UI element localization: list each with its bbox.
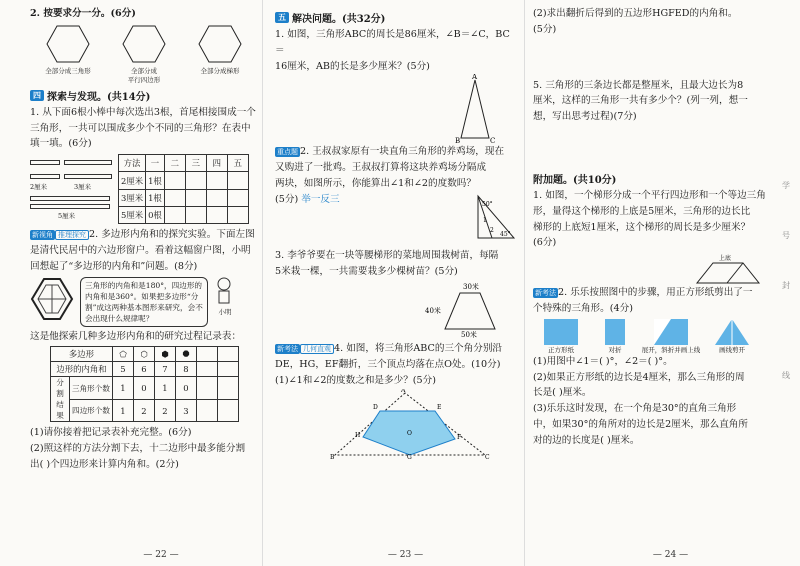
trap2-top: 上底	[719, 255, 732, 263]
unfold-icon	[654, 319, 688, 345]
table-row-label: 5厘米	[119, 206, 146, 223]
hexagon-icon: ⬡	[133, 347, 154, 362]
trapezoid-split-figure	[533, 251, 773, 285]
pentagon-icon: ⬠	[112, 347, 133, 362]
hexagon-row	[30, 24, 258, 84]
hex-label-2: 全部分成	[131, 66, 157, 75]
step-fold	[593, 319, 637, 354]
answer-space-1[interactable]	[533, 38, 772, 78]
table-cell: 0	[133, 377, 154, 400]
p23-q4-line1	[275, 341, 518, 357]
p23-q2-score: (5分)	[275, 193, 299, 205]
p23-q2-text1: 2. 王叔叔家原有一块直角三角形的养鸡场，现在	[300, 146, 505, 158]
step-label-2: 对折	[608, 345, 622, 354]
table-cell: 0	[175, 377, 196, 400]
p24-q4b-line2: (5分)	[533, 23, 557, 35]
p24-q4b-line1: (2)求出翻折后得到的五边形HGFED的内角和。	[533, 8, 738, 19]
p24-a2-3a: (3)乐乐这时发现，在一个角是30°的直角三角形	[533, 403, 737, 415]
answer-cell[interactable]	[185, 206, 206, 223]
answer-cell[interactable]	[206, 189, 227, 206]
p24-a2-3c: 对的边的长度是( )厘米。	[533, 434, 640, 446]
hexagon-2	[109, 24, 179, 84]
tag-new-view: 新视角	[32, 230, 53, 239]
p23-q1-line2: 16厘米，AB的长是多少厘米？(5分)	[275, 60, 430, 72]
fig-label-a: A	[401, 388, 406, 394]
p24-a1-line3: 梯形的上底短1厘米，这个梯形的周长是多少厘米？	[533, 221, 751, 233]
table-cell: 6	[133, 362, 154, 377]
p24-a2-line2: 个特殊的三角形。(4分)	[533, 302, 633, 314]
xiaoming-figure	[214, 277, 236, 327]
fig-label-c: C	[485, 453, 490, 459]
step-label-3: 展开，斜折并画上线	[641, 345, 701, 354]
trap-bottom: 50米	[461, 331, 477, 340]
table-cell: 1	[112, 399, 133, 422]
th-5: 五	[227, 155, 248, 172]
answer-cell[interactable]	[206, 206, 227, 223]
p23-q3-line2: 5米栽一棵，一共需要栽多少棵树苗？(5分)	[275, 265, 458, 277]
p24-a2-2a: (2)如果正方形纸的边长是4厘米，那么三角形的周	[533, 371, 745, 383]
sticks-table	[118, 154, 249, 224]
section-5-header	[275, 10, 518, 25]
t2-r3-label: 四边形个数	[70, 399, 113, 422]
p23-q1-line1: 1. 如图，三角形ABC的周长是86厘米，∠B＝∠C，BC＝	[275, 29, 510, 56]
section-5-title: 解决问题。(共32分)	[292, 14, 386, 25]
p24-a1-line4: (6分)	[533, 237, 557, 249]
label-c: C	[490, 137, 496, 145]
page-23	[262, 0, 524, 566]
trapezoid-figure	[275, 279, 515, 339]
p22-q2-line1	[30, 227, 258, 243]
p22-q2-line2: 是清代民居中的六边形窗户。看着这幅窗户图，小明	[30, 244, 251, 256]
page-number-22: — 22 —	[143, 550, 179, 560]
answer-cell[interactable]	[196, 362, 217, 377]
octagon-icon: ⯃	[175, 347, 196, 362]
trap-top: 30米	[463, 283, 479, 292]
trap-side: 40米	[425, 307, 441, 316]
fig-label-h: H	[355, 431, 361, 439]
section-5-number: 五	[275, 12, 289, 23]
p23-q2-line4	[275, 192, 340, 242]
folded-paper	[605, 319, 625, 345]
t2-r1-label: 边形的内角和	[51, 362, 113, 377]
tag-geometry: 几何直观	[300, 344, 334, 354]
table-cell: 8	[175, 362, 196, 377]
hexagon-3	[185, 24, 255, 84]
stick-label-3: 3厘米	[74, 183, 92, 192]
p24-a2-1: (1)用图中∠1＝( )°，∠2＝( )°。	[533, 355, 673, 367]
p24-a2-text1: 2. 乐乐按照图中的步骤，用正方形纸剪出了一	[558, 287, 753, 299]
p23-q2-line3: 两块，如图所示，你能算出∠1和∠2的度数吗？	[275, 177, 476, 189]
answer-space-2[interactable]	[533, 125, 772, 167]
p23-q4-line3: (1)∠1和∠2的度数之和是多少？(5分)	[275, 374, 436, 386]
hex-label-3: 全部分成梯形	[200, 66, 240, 75]
t2-split: 分割结果	[51, 377, 70, 422]
answer-cell[interactable]	[196, 377, 217, 400]
square-paper	[544, 319, 578, 345]
fig-label-b: B	[330, 453, 335, 459]
angle-45: 45°	[500, 230, 511, 238]
step-square	[533, 319, 589, 354]
p23-q4-line2: DE，HG，EF翻折，三个顶点均落在点O处。(10分)	[275, 359, 501, 371]
person-icon	[214, 277, 234, 307]
hex-label-2b: 平行四边形	[127, 75, 161, 84]
answer-cell[interactable]	[164, 172, 185, 189]
tag-reasoning: 推理探究	[55, 230, 89, 240]
p24-a2-3b: 中，如果30°的角所对的边长是2厘米，那么直角所	[533, 418, 748, 430]
step-label-1: 正方形纸	[548, 345, 574, 354]
table-row-label: 2厘米	[119, 172, 146, 189]
hex-window-image	[30, 277, 74, 321]
p23-q3-line1: 3. 李爷爷要在一块等腰梯形的菜地周围栽树苗，每隔	[275, 249, 499, 261]
table-cell: 7	[154, 362, 175, 377]
hex-label-1: 全部分成三角形	[45, 66, 91, 75]
answer-cell[interactable]	[227, 189, 248, 206]
section-4-title: 探索与发现。(共14分)	[47, 91, 151, 103]
record-text: 这是他探索几种多边形内角和的研究过程记录表：	[30, 330, 242, 342]
page-number-23: — 23 —	[387, 550, 424, 560]
table-cell: 2	[133, 399, 154, 422]
p22-q1-line1: 1. 从下面6根小棒中每次选出3根，首尾相接围成一个	[30, 106, 256, 118]
p23-q4-text1: 4. 如图，将三角形ABC的三个角分别沿	[334, 343, 503, 355]
p24-a2-2b: 长是( )厘米。	[533, 387, 592, 399]
answer-cell[interactable]	[227, 206, 248, 223]
label-b: B	[455, 137, 461, 145]
answer-cell[interactable]	[164, 189, 185, 206]
p22-q2-line3: 回想起了“多边形的内角和”问题。(8分)	[30, 260, 198, 272]
table-cell: 3	[175, 399, 196, 422]
tag-key: 重点题	[277, 147, 298, 156]
table-cell: 0根	[146, 206, 165, 223]
fig-label-e: E	[437, 403, 442, 411]
table-cell: 1	[112, 377, 133, 400]
p22-q2-b2: 出( )个四边形来计算内角和。(2分)	[30, 458, 179, 470]
stick-label-5: 5厘米	[58, 212, 76, 221]
p24-a2-line1	[533, 285, 772, 301]
t2-header: 多边形	[51, 347, 113, 362]
answer-cell[interactable]	[217, 377, 238, 400]
p24-q5-line2: 厘米，这样的三角形一共有多少个？(列一列，想一	[533, 95, 748, 107]
margin-mark-4: 线	[782, 371, 790, 380]
page-22	[0, 0, 262, 566]
table-cell: 1根	[146, 189, 165, 206]
margin-mark-2: 号	[782, 231, 790, 240]
stick-label-2: 2厘米	[30, 183, 48, 192]
tag-new-method-2: 新考法	[535, 288, 556, 297]
p22-q1-line3: 填一填。(6分)	[30, 138, 92, 150]
tag-new-method: 新考法	[277, 344, 298, 353]
window-and-bubble	[30, 277, 258, 327]
t2-r2-label: 三角形个数	[70, 377, 113, 400]
sticks-figure	[30, 154, 112, 224]
angle-50: 50°	[482, 200, 493, 208]
p24-q5-line3: 想，写出思考过程)(7分)	[533, 111, 637, 123]
table-row-label: 3厘米	[119, 189, 146, 206]
fig-label-o: O	[407, 429, 412, 437]
fig-label-d: D	[373, 403, 378, 411]
add-section-title: 附加题。(共10分)	[533, 174, 617, 186]
right-triangle-figure	[468, 192, 518, 242]
link-extra[interactable]: 举一反三	[301, 193, 340, 205]
p23-q2-line1	[275, 144, 518, 160]
th-1: 一	[146, 155, 165, 172]
answer-cell[interactable]	[206, 172, 227, 189]
p24-q5-line1: 5. 三角形的三条边长都是整厘米，且最大边长为8	[533, 79, 744, 91]
sticks-and-table	[30, 154, 258, 224]
p22-q2-title: 2. 按要求分一分。(6分)	[30, 8, 136, 19]
fig-label-g: G	[407, 453, 412, 459]
table-cell: 5	[112, 362, 133, 377]
answer-cell[interactable]	[217, 362, 238, 377]
answer-cell[interactable]	[196, 347, 217, 362]
p23-q2-line2: 又购进了一批鸡。王叔叔打算将这块养鸡场分隔成	[275, 162, 487, 174]
answer-cell[interactable]	[164, 206, 185, 223]
polygon-table	[50, 346, 239, 422]
fig-label-f: F	[457, 433, 462, 441]
step-label-4: 画线剪开	[719, 345, 745, 354]
th-2: 二	[164, 155, 185, 172]
p22-q2-a: (1)请你接着把记录表补充完整。(6分)	[30, 427, 192, 439]
answer-cell[interactable]	[196, 399, 217, 422]
step-cut	[705, 319, 759, 354]
step-unfold	[641, 319, 701, 354]
hexagon-1	[33, 24, 103, 84]
th-3: 三	[185, 155, 206, 172]
margin-mark-3: 封	[782, 281, 790, 290]
q2-answer-row	[275, 192, 518, 242]
person-name: 小明	[218, 307, 232, 316]
fold-triangle-figure	[275, 389, 515, 459]
label-a: A	[472, 74, 478, 82]
p22-q1-line2: 三角形，一共可以围成多少个不同的三角形？在表中	[30, 122, 251, 134]
section-4-header	[30, 88, 258, 103]
table-cell: 2	[154, 399, 175, 422]
p22-q2-text1: 2. 多边形内角和的探究实验。下面左图	[89, 229, 255, 241]
page-24	[524, 0, 800, 566]
fold-steps	[533, 319, 772, 354]
th-method: 方法	[119, 155, 146, 172]
p24-a1-line2: 形，量得这个梯形的上底是5厘米，三角形的边长比	[533, 205, 751, 217]
margin-mark-1: 学	[782, 181, 790, 190]
table-cell: 1根	[146, 172, 165, 189]
th-4: 四	[206, 155, 227, 172]
answer-cell[interactable]	[185, 172, 206, 189]
triangle-abc-figure	[275, 74, 515, 144]
section-4-number: 四	[30, 90, 44, 101]
p24-a1-line1: 1. 如图，一个梯形分成一个平行四边形和一个等边三角	[533, 189, 766, 201]
heptagon-icon: ⬢	[154, 347, 175, 362]
cut-triangle-icon	[715, 319, 749, 345]
answer-cell[interactable]	[217, 347, 238, 362]
thought-bubble: 三角形的内角和是180°，四边形的内角和是360°。如果把多边形“分割”成这两种基本图形来研究，会不会出现什么规律呢？	[80, 277, 208, 327]
answer-cell[interactable]	[185, 189, 206, 206]
page-number-24: — 24 —	[652, 550, 689, 560]
angle-2: 2	[490, 226, 494, 234]
angle-1: 1	[483, 216, 487, 224]
table-cell: 1	[154, 377, 175, 400]
answer-cell[interactable]	[227, 172, 248, 189]
answer-cell[interactable]	[217, 399, 238, 422]
p22-q2-b1: (2)照这样的方法分割下去，十二边形中最多能分割	[30, 443, 246, 455]
